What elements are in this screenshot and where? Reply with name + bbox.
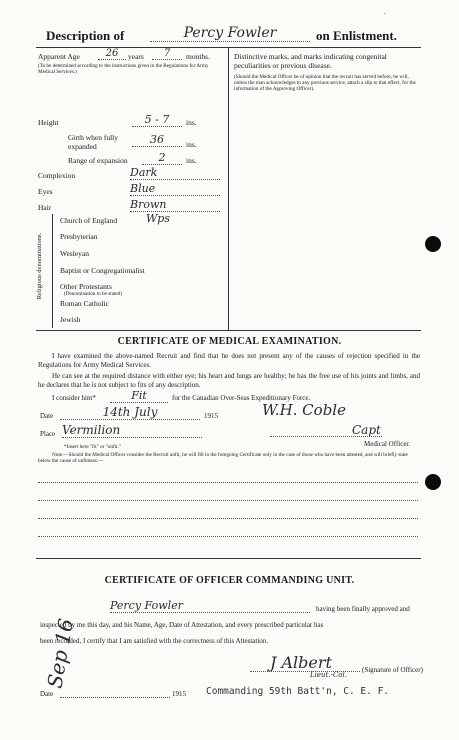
medical-officer-label: Medical Officer. xyxy=(364,440,411,448)
commanding-stamp: Commanding 59th Batt'n, C. E. F. xyxy=(206,686,390,697)
age-months-value: 7 xyxy=(152,48,182,60)
religion-bracket xyxy=(52,214,53,328)
punch-hole-top xyxy=(425,236,441,252)
height-value: 5 - 7 xyxy=(132,113,182,127)
medical-place-label: Place xyxy=(40,430,56,438)
commanding-date-label: Date xyxy=(40,690,54,698)
punch-hole-bottom xyxy=(425,474,441,490)
commanding-year: 1915 xyxy=(172,690,186,698)
commanding-signature-label: (Signature of Officer) xyxy=(362,666,423,674)
consider-suffix: for the Canadian Over-Seas Expeditionary Force. xyxy=(172,394,311,402)
commanding-text-1: having been finally approved and xyxy=(316,605,410,613)
age-years-value: 26 xyxy=(98,48,126,60)
unfit-note: Note.—Should the Medical Officer consider the Recruit unfit, he will fill in the foregoing Certificate only in the case of those who have been attested, and will briefly state below the cause of unfitness:— xyxy=(38,452,408,465)
religion-jewish: Jewish xyxy=(60,315,81,324)
commanding-date-value: Sep 16 xyxy=(42,616,79,690)
medical-heading: CERTIFICATE OF MEDICAL EXAMINATION. xyxy=(117,336,342,347)
complexion-value: Dark xyxy=(130,166,220,180)
commanding-text-2: inspected by me this day, and his Name, Age, Date of Attestation, and every prescribed particular has xyxy=(40,621,324,629)
distinctive-note: (Should the Medical Officer be of opinion that the recruit has served before, he will, unless the man acknowledges to any previous service, attach a slip to that effect, for the information of the Approving Officer). xyxy=(234,74,416,93)
medical-place-value: Vermilion xyxy=(62,423,202,438)
commanding-date-line xyxy=(60,697,170,698)
range-label: Range of expansion xyxy=(68,156,128,165)
commanding-rank: Lieut.-Col. xyxy=(310,671,347,679)
medical-para-1: I have examined the above-named Recruit and find that he does not present any of the causes of rejection specified in the Regulations for Army Medical Services. xyxy=(38,352,420,369)
eyes-value: Blue xyxy=(130,182,220,196)
range-unit: ins. xyxy=(186,156,197,165)
religion-baptist: Baptist or Congregationalist xyxy=(60,266,145,275)
title-suffix: on Enlistment. xyxy=(316,28,397,43)
medical-officer-line xyxy=(270,436,382,437)
unfit-line-1 xyxy=(38,482,418,483)
center-divider xyxy=(228,47,229,330)
commanding-signature: J Albert xyxy=(270,653,332,672)
complexion-label: Complexion xyxy=(38,171,76,180)
commanding-name-value: Percy Fowler xyxy=(110,599,310,613)
height-label: Height xyxy=(38,118,59,127)
years-label: years xyxy=(128,52,144,61)
medical-year: 1915 xyxy=(204,412,218,420)
page-mark: . xyxy=(384,8,386,16)
medical-officer-signature: W.H. Coble xyxy=(262,401,346,419)
girth-value: 36 xyxy=(132,133,182,147)
insert-note: *Insert here "fit" or "unfit." xyxy=(64,444,122,450)
religion-presbyterian: Presbyterian xyxy=(60,232,98,241)
religion-denomination-note: (Denomination to be stated) xyxy=(64,291,123,297)
religion-side-label: Religious denominations. xyxy=(36,232,43,300)
age-label: Apparent Age xyxy=(38,52,80,61)
religion-wesleyan: Wesleyan xyxy=(60,249,89,258)
commanding-heading: CERTIFICATE OF OFFICER COMMANDING UNIT. xyxy=(104,575,355,586)
distinctive-heading: Distinctive marks, and marks indicating congenital peculiarities or previous disease. xyxy=(234,52,387,70)
recruit-name: Percy Fowler xyxy=(150,25,310,42)
medical-date-label: Date xyxy=(40,412,54,420)
consider-label: I consider him* xyxy=(52,394,96,402)
religion-roman-catholic: Roman Catholic xyxy=(60,299,109,308)
unfit-line-2 xyxy=(38,500,418,501)
girth-label: Girth when fully expanded xyxy=(68,133,118,151)
section-rule xyxy=(36,558,421,559)
range-value: 2 xyxy=(142,151,182,165)
title-prefix: Description of xyxy=(46,28,125,43)
medical-para-2: He can see at the required distance with either eye; his heart and lungs are healthy; he has the free use of his joints and limbs, and he declares that he is not subject to fits of any description. xyxy=(38,372,420,389)
medical-officer-rank: Capt xyxy=(352,423,381,437)
height-unit: ins. xyxy=(186,118,197,127)
unfit-line-3 xyxy=(38,518,418,519)
consider-value: Fit xyxy=(110,389,168,403)
age-note: (To be determined according to the instructions given in the Regulations for Army Medical Services.) xyxy=(38,63,209,76)
commanding-text-3: been recorded, I certify that I am satisfied with the correctness of this Attestation. xyxy=(40,637,269,645)
hair-label: Hair xyxy=(38,203,52,212)
form-bottom-rule xyxy=(36,330,421,331)
girth-unit: ins. xyxy=(186,140,197,149)
religion-church-england: Church of England xyxy=(60,216,118,225)
months-label: months. xyxy=(186,52,210,61)
medical-date-value: 14th July xyxy=(60,405,200,420)
religion-church-england-value: Wps xyxy=(146,212,170,225)
hair-value: Brown xyxy=(130,198,220,212)
religion-other-protestants: Other Protestants xyxy=(60,282,112,291)
eyes-label: Eyes xyxy=(38,187,53,196)
unfit-line-4 xyxy=(38,536,418,537)
